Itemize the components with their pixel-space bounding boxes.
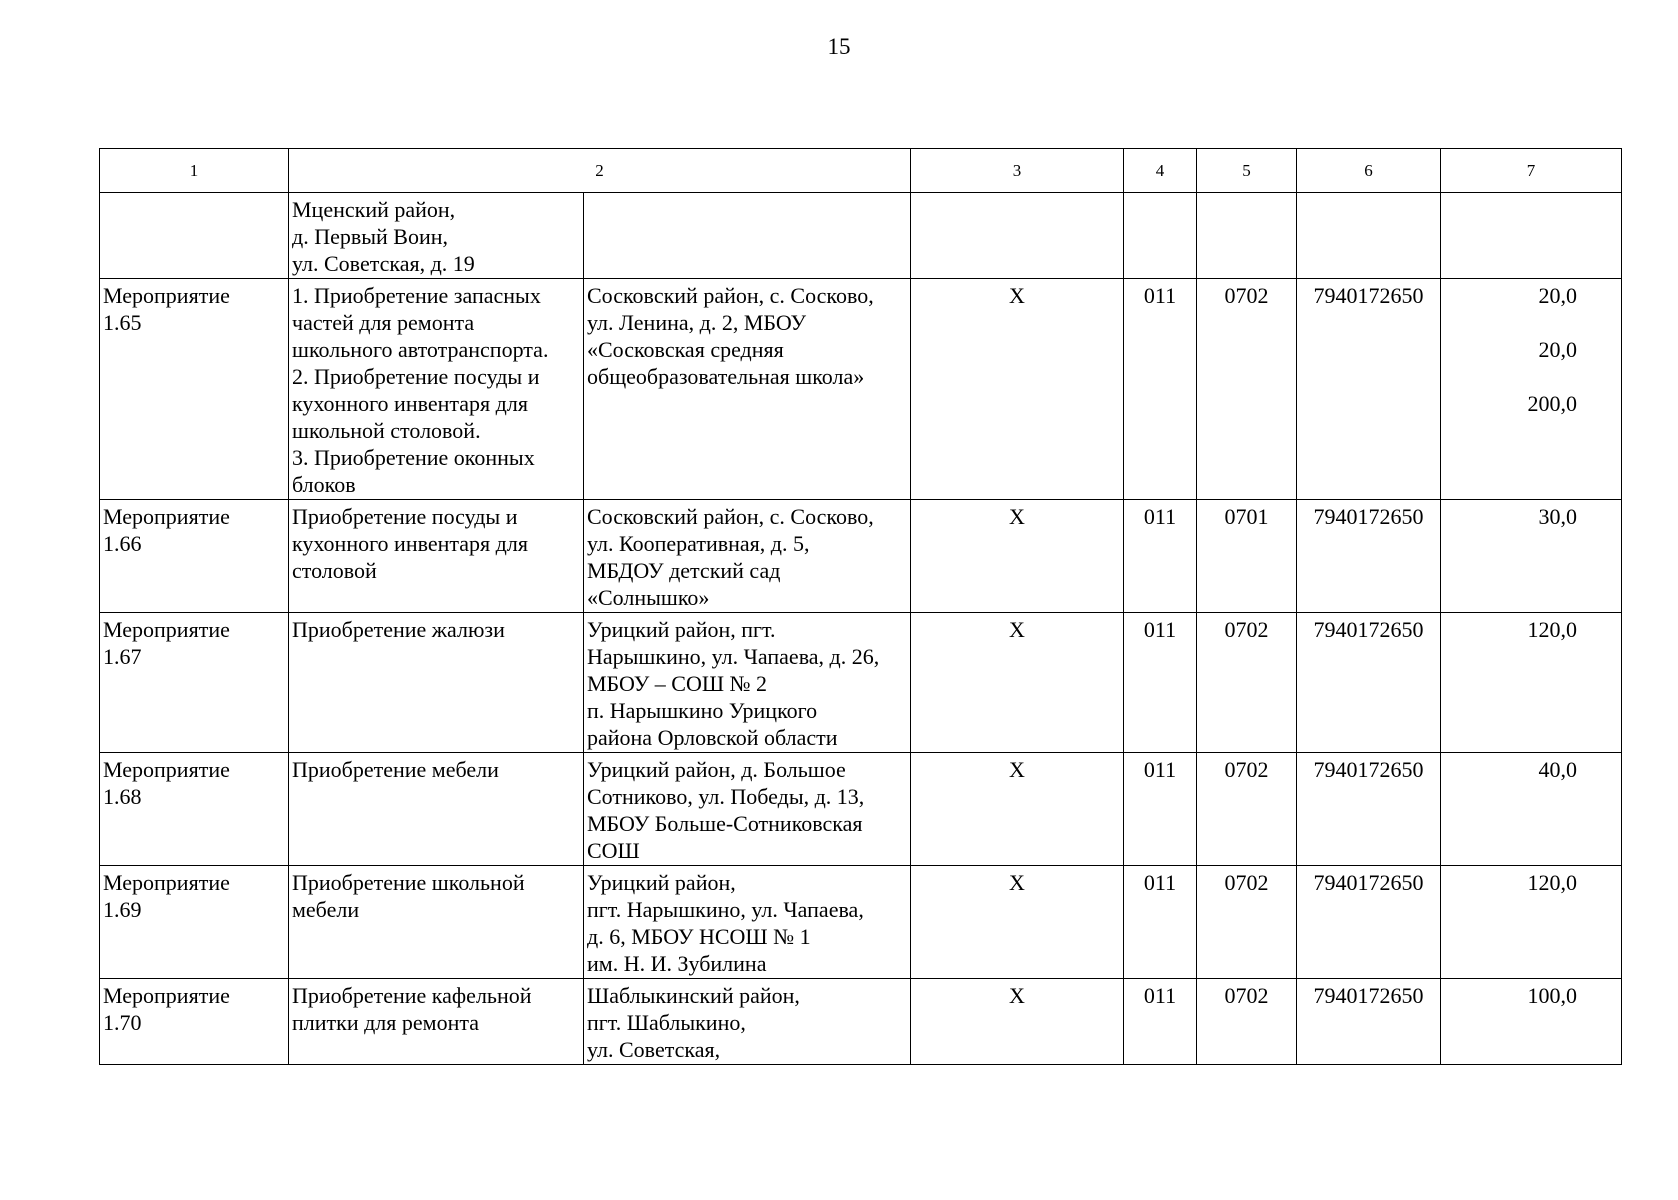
address-line: им. Н. И. Зубилина (587, 951, 767, 976)
col4-value: 011 (1143, 283, 1177, 308)
continued-id-cell (100, 193, 289, 279)
col4-value: 011 (1143, 983, 1177, 1008)
address-line: ул. Советская, (587, 1037, 721, 1062)
measure-id-line: Мероприятие (103, 504, 230, 529)
table-row (100, 979, 1622, 1065)
description-line: Приобретение посуды и (292, 504, 518, 529)
col3-cell (911, 979, 1124, 1065)
col3-cell (911, 866, 1124, 979)
description-cell (289, 979, 584, 1065)
continued-address-line: д. Первый Воин, (292, 224, 449, 249)
measure-id-line: 1.67 (103, 644, 142, 669)
col3-cell (911, 279, 1124, 500)
col6-cell (1297, 279, 1441, 500)
address-line: МБДОУ детский сад (587, 558, 781, 583)
measure-id-line: 1.68 (103, 784, 142, 809)
address-cell (584, 500, 911, 613)
measure-id-line: 1.69 (103, 897, 142, 922)
measure-id-cell (100, 866, 289, 979)
description-line: кухонного инвентаря для (292, 531, 528, 556)
col6-value: 7940172650 (1313, 870, 1424, 895)
measure-id-cell (100, 979, 289, 1065)
measure-id-line: 1.65 (103, 310, 142, 335)
amount-value: 120,0 (1527, 870, 1577, 895)
description-cell (289, 753, 584, 866)
address-line: пгт. Шаблыкино, (587, 1010, 746, 1035)
header-col-6: 6 (1297, 149, 1441, 193)
continued-col2b-cell (584, 193, 911, 279)
measure-id-line: 1.66 (103, 531, 142, 556)
amount-cell (1441, 753, 1622, 866)
address-line: пгт. Нарышкино, ул. Чапаева, (587, 897, 864, 922)
col5-value: 0702 (1224, 757, 1269, 782)
amount-value: 40,0 (1538, 757, 1577, 782)
description-cell (289, 279, 584, 500)
address-line: Сосковский район, с. Сосково, (587, 504, 874, 529)
measure-id-cell (100, 500, 289, 613)
col4-cell (1124, 866, 1197, 979)
header-col-3: 3 (911, 149, 1124, 193)
continued-col6-cell (1297, 193, 1441, 279)
table-row (100, 500, 1622, 613)
col4-cell (1124, 613, 1197, 753)
amount-cell (1441, 279, 1622, 500)
col5-value: 0702 (1224, 283, 1269, 308)
col5-cell (1197, 279, 1297, 500)
budget-table (99, 148, 1622, 1065)
address-line: Сосковский район, с. Сосково, (587, 283, 874, 308)
measure-id-line: Мероприятие (103, 983, 230, 1008)
continued-col7-cell (1441, 193, 1622, 279)
col6-value: 7940172650 (1313, 283, 1424, 308)
header-col-7: 7 (1441, 149, 1622, 193)
amount-value: 100,0 (1527, 983, 1577, 1008)
description-cell (289, 866, 584, 979)
table-row (100, 279, 1622, 500)
measure-id-line: 1.70 (103, 1010, 142, 1035)
col6-cell (1297, 866, 1441, 979)
col3-cell (911, 613, 1124, 753)
col6-value: 7940172650 (1313, 617, 1424, 642)
description-line: школьной столовой. (292, 418, 481, 443)
address-cell (584, 279, 911, 500)
description-line: частей для ремонта (292, 310, 475, 335)
col4-value: 011 (1143, 504, 1177, 529)
description-line: плитки для ремонта (292, 1010, 479, 1035)
col4-cell (1124, 753, 1197, 866)
amount-cell (1441, 613, 1622, 753)
continued-col4-cell (1124, 193, 1197, 279)
address-line: ул. Ленина, д. 2, МБОУ (587, 310, 807, 335)
col6-cell (1297, 613, 1441, 753)
description-line: Приобретение кафельной (292, 983, 532, 1008)
description-line: 2. Приобретение посуды и (292, 364, 540, 389)
col6-cell (1297, 500, 1441, 613)
header-col-1: 1 (100, 149, 289, 193)
continued-col5-cell (1197, 193, 1297, 279)
col3-cell (911, 500, 1124, 613)
header-col-5: 5 (1197, 149, 1297, 193)
col6-cell (1297, 753, 1441, 866)
address-line: «Солнышко» (587, 585, 710, 610)
col5-cell (1197, 753, 1297, 866)
amount-value: 200,0 (1527, 391, 1577, 416)
amount-cell (1441, 979, 1622, 1065)
address-cell (584, 866, 911, 979)
measure-id-line: Мероприятие (103, 870, 230, 895)
col5-cell (1197, 613, 1297, 753)
page-number: 15 (827, 34, 851, 59)
measure-id-line: Мероприятие (103, 283, 230, 308)
col4-value: 011 (1143, 757, 1177, 782)
continued-col3-cell (911, 193, 1124, 279)
address-line: ул. Кооперативная, д. 5, (587, 531, 810, 556)
col6-value: 7940172650 (1313, 757, 1424, 782)
description-line: Приобретение жалюзи (292, 617, 505, 642)
description-line: мебели (292, 897, 360, 922)
col3-value: Х (1009, 617, 1025, 642)
address-cell (584, 753, 911, 866)
col3-value: Х (1009, 983, 1025, 1008)
measure-id-cell (100, 613, 289, 753)
continued-address-line: Мценский район, (292, 197, 456, 222)
amount-cell (1441, 500, 1622, 613)
header-row (100, 149, 1622, 193)
col3-value: Х (1009, 283, 1025, 308)
col6-value: 7940172650 (1313, 504, 1424, 529)
measure-id-cell (100, 279, 289, 500)
address-line: общеобразовательная школа» (587, 364, 865, 389)
continued-address-cell (289, 193, 584, 279)
address-line: д. 6, МБОУ НСОШ № 1 (587, 924, 811, 949)
address-cell (584, 613, 911, 753)
description-line: Приобретение мебели (292, 757, 499, 782)
address-line: п. Нарышкино Урицкого (587, 698, 818, 723)
col3-cell (911, 753, 1124, 866)
address-line: МБОУ – СОШ № 2 (587, 671, 768, 696)
address-line: СОШ (587, 838, 640, 863)
table-row (100, 866, 1622, 979)
col3-value: Х (1009, 504, 1025, 529)
address-line: Урицкий район, д. Большое (587, 757, 846, 782)
col5-value: 0702 (1224, 983, 1269, 1008)
col5-cell (1197, 500, 1297, 613)
amount-value: 30,0 (1538, 504, 1577, 529)
description-line: Приобретение школьной (292, 870, 525, 895)
measure-id-cell (100, 753, 289, 866)
amount-value: 20,0 (1538, 283, 1577, 308)
address-line: МБОУ Больше-Сотниковская (587, 811, 863, 836)
amount-value: 20,0 (1538, 337, 1577, 362)
col3-value: Х (1009, 870, 1025, 895)
description-line: столовой (292, 558, 377, 583)
col5-value: 0702 (1224, 617, 1269, 642)
col3-value: Х (1009, 757, 1025, 782)
table-row (100, 753, 1622, 866)
address-line: Урицкий район, (587, 870, 736, 895)
col4-value: 011 (1143, 870, 1177, 895)
amount-value: 120,0 (1527, 617, 1577, 642)
col4-cell (1124, 979, 1197, 1065)
header-col-4: 4 (1124, 149, 1197, 193)
col4-cell (1124, 500, 1197, 613)
description-line: кухонного инвентаря для (292, 391, 528, 416)
header-col-2: 2 (289, 149, 911, 193)
col4-cell (1124, 279, 1197, 500)
col5-value: 0701 (1224, 504, 1269, 529)
col6-cell (1297, 979, 1441, 1065)
col5-cell (1197, 979, 1297, 1065)
address-line: Сотниково, ул. Победы, д. 13, (587, 784, 865, 809)
col5-value: 0702 (1224, 870, 1269, 895)
address-line: Урицкий район, пгт. (587, 617, 776, 642)
address-line: района Орловской области (587, 725, 838, 750)
col5-cell (1197, 866, 1297, 979)
address-line: «Сосковская средняя (587, 337, 784, 362)
continued-address-line: ул. Советская, д. 19 (292, 251, 475, 276)
description-line: блоков (292, 472, 356, 497)
description-cell (289, 613, 584, 753)
table-row (100, 613, 1622, 753)
continued-row (100, 193, 1622, 279)
address-line: Нарышкино, ул. Чапаева, д. 26, (587, 644, 880, 669)
col6-value: 7940172650 (1313, 983, 1424, 1008)
address-line: Шаблыкинский район, (587, 983, 800, 1008)
col4-value: 011 (1143, 617, 1177, 642)
amount-cell (1441, 866, 1622, 979)
description-cell (289, 500, 584, 613)
measure-id-line: Мероприятие (103, 617, 230, 642)
description-line: 1. Приобретение запасных (292, 283, 541, 308)
description-line: 3. Приобретение оконных (292, 445, 535, 470)
description-line: школьного автотранспорта. (292, 337, 549, 362)
address-cell (584, 979, 911, 1065)
measure-id-line: Мероприятие (103, 757, 230, 782)
